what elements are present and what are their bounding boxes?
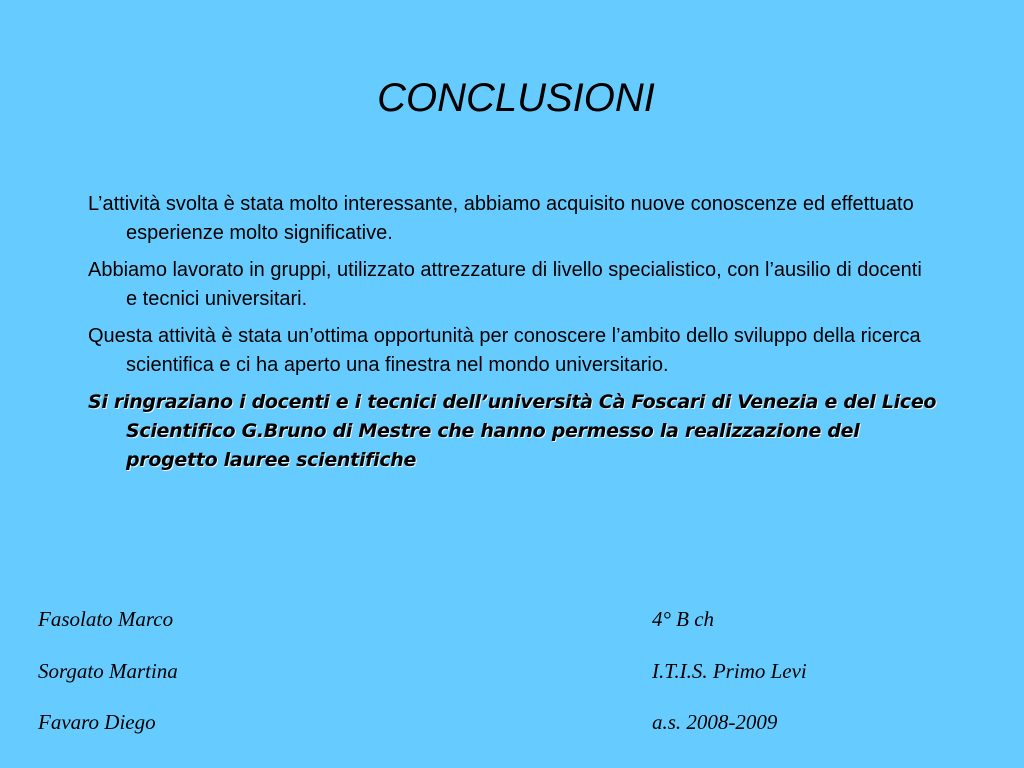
conclusions-list <box>88 190 938 483</box>
author-name: Fasolato Marco <box>38 607 174 631</box>
author-name: Favaro Diego <box>38 710 156 734</box>
paragraph-opportunity: Questa attività è stata un’ottima opportunità per conoscere l’ambito dello sviluppo della ricerca scientifica e ci ha aperto una finestra nel mondo universitario. <box>88 325 921 376</box>
slide-title: CONCLUSIONI <box>377 76 655 120</box>
school-name: I.T.I.S. Primo Levi <box>652 659 807 683</box>
credits-section <box>0 600 1024 760</box>
school-year: a.s. 2008-2009 <box>652 710 778 734</box>
paragraph-groups: Abbiamo lavorato in gruppi, utilizzato attrezzature di livello specialistico, con l’ausilio di docenti e tecnici universitari. <box>88 259 922 310</box>
acknowledgment-text: Si ringraziano i docenti e i tecnici dell’università Cà Foscari di Venezia e del Liceo Scientifico G.Bruno di Mestre che hanno permesso la realizzazione del progetto lauree scientifiche <box>88 391 937 471</box>
author-name: Sorgato Martina <box>38 659 178 683</box>
class-label: 4° B ch <box>652 607 715 631</box>
paragraph-activity: L’attività svolta è stata molto interessante, abbiamo acquisito nuove conoscenze ed effettuato esperienze molto significative. <box>88 193 914 244</box>
